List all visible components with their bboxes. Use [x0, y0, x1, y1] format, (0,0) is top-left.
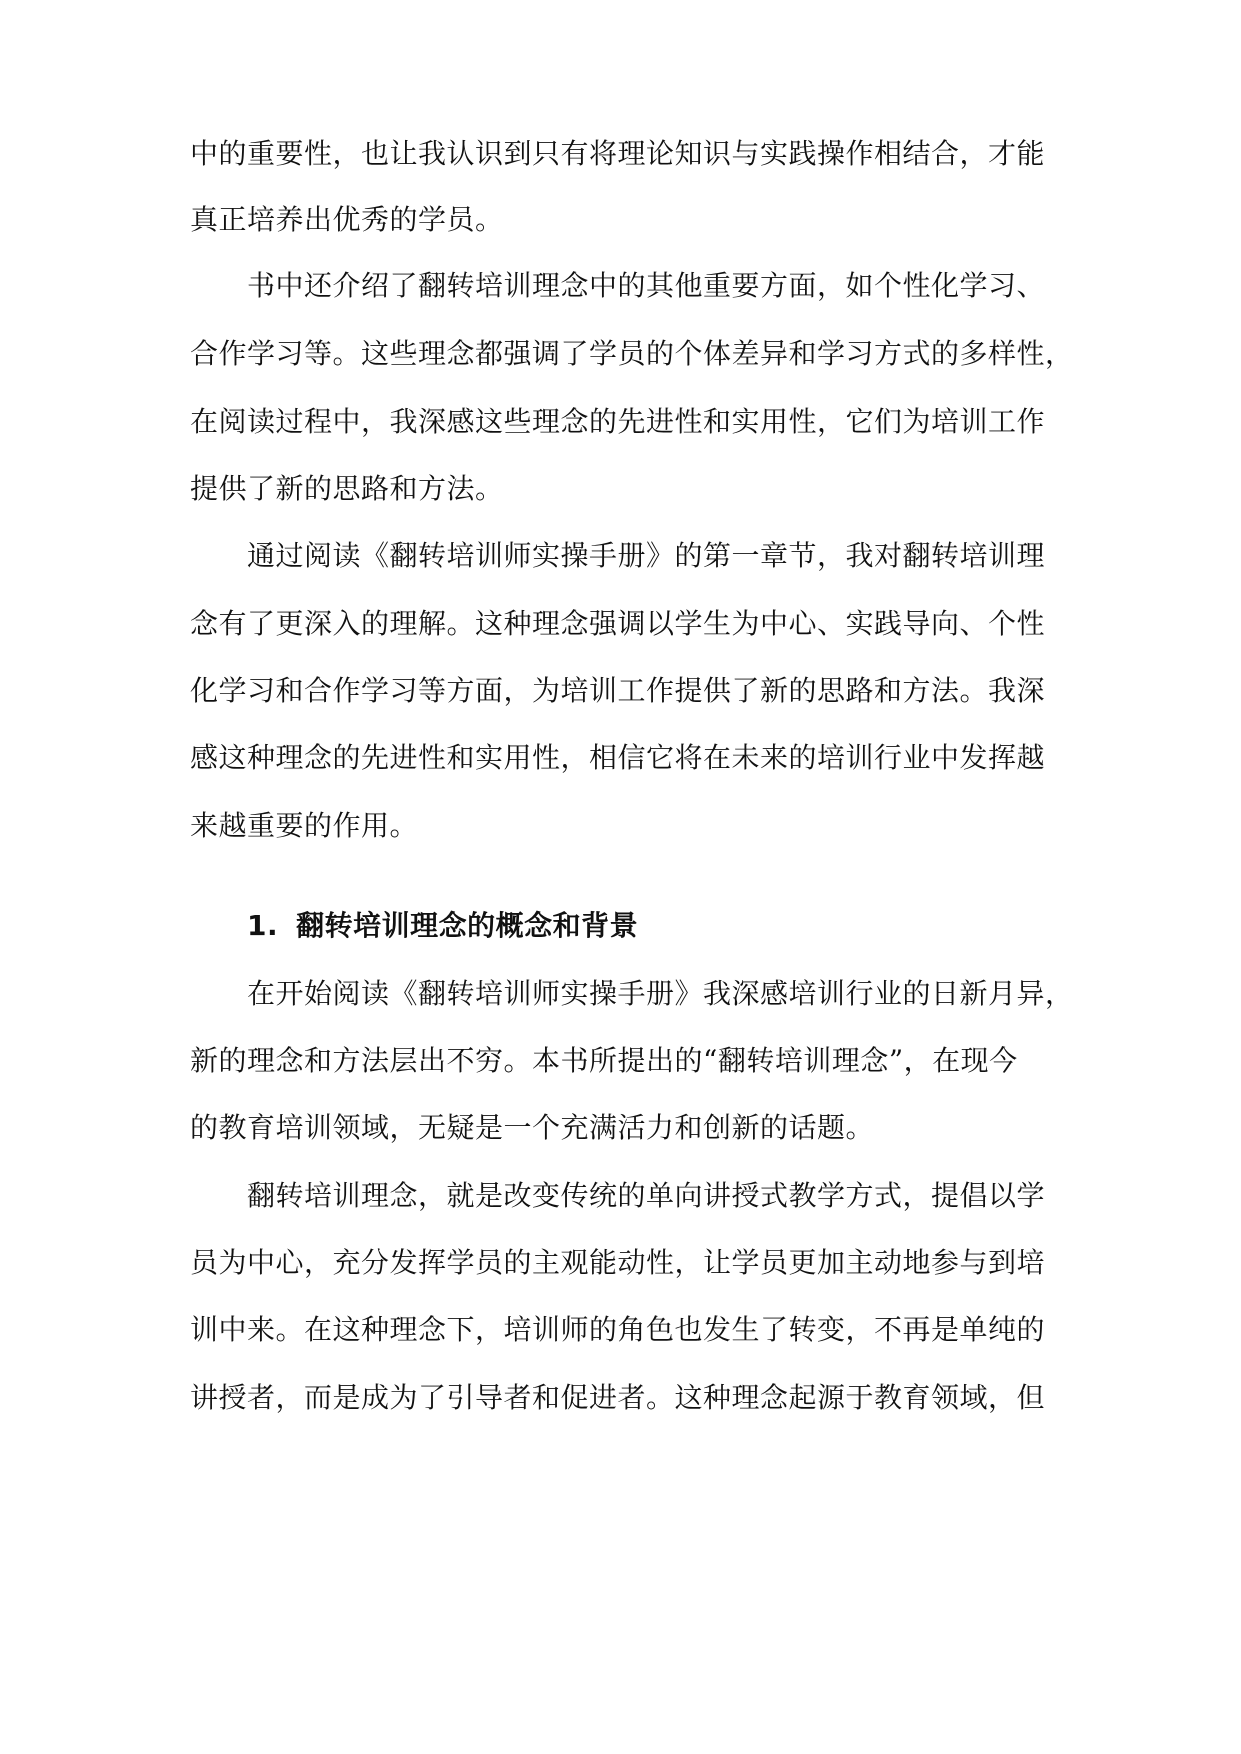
section-title: 翻转培训理念的概念和背景: [296, 909, 639, 942]
text-line: 通过阅读《翻转培训师实操手册》的第一章节，我对翻转培训理: [247, 539, 1046, 572]
text-line: 训中来。在这种理念下，培训师的角色也发生了转变，不再是单纯的: [190, 1313, 1046, 1346]
text-line: 的教育培训领域，无疑是一个充满活力和创新的话题。: [190, 1111, 875, 1144]
section-number: 1.: [247, 909, 279, 942]
text-line: 化学习和合作学习等方面，为培训工作提供了新的思路和方法。我深: [190, 674, 1046, 707]
text-line: 书中还介绍了翻转培训理念中的其他重要方面，如个性化学习、: [247, 269, 1046, 302]
text-line: 感这种理念的先进性和实用性，相信它将在未来的培训行业中发挥越: [190, 741, 1046, 774]
text-line: 真正培养出优秀的学员。: [190, 203, 504, 236]
text-line: 合作学习等。这些理念都强调了学员的个体差异和学习方式的多样性，: [190, 337, 1074, 370]
text-line: 翻转培训理念，就是改变传统的单向讲授式教学方式，提倡以学: [247, 1179, 1046, 1212]
text-line: 在阅读过程中，我深感这些理念的先进性和实用性，它们为培训工作: [190, 405, 1046, 438]
text-line: 员为中心，充分发挥学员的主观能动性，让学员更加主动地参与到培: [190, 1246, 1046, 1279]
text-line: 新的理念和方法层出不穷。本书所提出的“翻转培训理念”，在现今: [190, 1044, 1018, 1077]
text-line: 在开始阅读《翻转培训师实操手册》我深感培训行业的日新月异，: [247, 977, 1074, 1010]
text-line: 提供了新的思路和方法。: [190, 472, 504, 505]
text-line: 念有了更深入的理解。这种理念强调以学生为中心、实践导向、个性: [190, 607, 1046, 640]
section-heading: [247, 906, 1147, 946]
text-line: 中的重要性，也让我认识到只有将理论知识与实践操作相结合，才能: [190, 137, 1046, 170]
text-line: 来越重要的作用。: [190, 809, 419, 842]
text-line: 讲授者，而是成为了引导者和促进者。这种理念起源于教育领域，但: [190, 1381, 1046, 1414]
